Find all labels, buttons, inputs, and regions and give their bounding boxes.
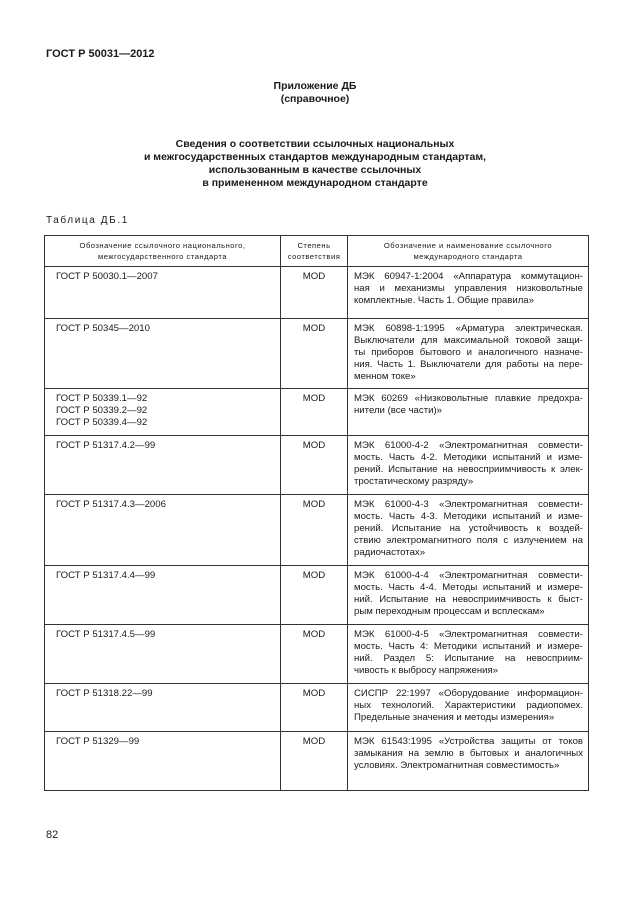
cell-standard xyxy=(45,495,281,566)
cell-line: ГОСТ Р 51317.4.3—2006 xyxy=(56,499,166,510)
table-row xyxy=(45,267,589,319)
cell-standard xyxy=(45,436,281,495)
header-line: Степень xyxy=(297,241,331,250)
cell-standard xyxy=(45,566,281,625)
cell-international xyxy=(348,495,589,566)
cell-line: мость. Часть 4-3. Методики испытаний и изме- xyxy=(354,511,583,522)
cell-standard xyxy=(45,319,281,389)
header-line: международного стандарта xyxy=(413,252,523,261)
cell-line: ствию электромагнитного поля с излучением на xyxy=(354,535,583,546)
cell-line: Выключатели для максимальной токовой защи- xyxy=(354,335,583,346)
cell-line: мость. Часть 4-4. Методы испытаний и измере- xyxy=(354,582,583,593)
header-standard xyxy=(45,236,281,267)
heading-line: и межгосударственных стандартов международным стандартам, xyxy=(143,151,487,163)
cell-line: условиях. Электромагнитная совместимость» xyxy=(354,760,560,771)
cell-compliance: MOD xyxy=(281,495,348,566)
cell-line: мость. Часть 4: Методики испытаний и измере- xyxy=(354,641,583,652)
cell-line: тростатическому разряду» xyxy=(354,476,474,487)
header-line: межгосударственного стандарта xyxy=(98,252,227,261)
cell-compliance: MOD xyxy=(281,566,348,625)
cell-line: МЭК 61000-4-2 «Электромагнитная совмести- xyxy=(354,440,583,451)
header-line: соответствия xyxy=(287,252,341,261)
cell-compliance: MOD xyxy=(281,684,348,732)
cell-line: ГОСТ Р 51318.22—99 xyxy=(56,688,153,699)
cell-line: ная и механизмы управления низковольтные xyxy=(354,283,583,294)
heading-line: Сведения о соответствии ссылочных национальных xyxy=(175,138,455,150)
cell-line: радиочастотах» xyxy=(354,547,426,558)
cell-line: рений. Испытание на устойчивость к воздей- xyxy=(354,523,583,534)
cell-line: ГОСТ Р 50030.1—2007 xyxy=(56,271,158,282)
cell-compliance: MOD xyxy=(281,319,348,389)
cell-international xyxy=(348,267,589,319)
cell-compliance: MOD xyxy=(281,625,348,684)
cell-international xyxy=(348,436,589,495)
cell-line: нители (все части)» xyxy=(354,405,442,416)
cell-line: МЭК 61543:1995 «Устройства защиты от токов xyxy=(354,736,583,747)
header-compliance xyxy=(281,236,348,267)
cell-line: рений. Испытание на невосприимчивость к элек- xyxy=(354,464,583,475)
cell-line: МЭК 61000-4-3 «Электромагнитная совмести- xyxy=(354,499,583,510)
cell-international xyxy=(348,684,589,732)
cell-line: ГОСТ Р 50339.1—92 xyxy=(56,393,148,404)
cell-international xyxy=(348,389,589,436)
cell-line: ГОСТ Р 50339.4—92 xyxy=(56,417,148,428)
cell-international xyxy=(348,732,589,791)
cell-standard xyxy=(45,267,281,319)
table-row xyxy=(45,319,589,389)
cell-line: ГОСТ Р 50339.2—92 xyxy=(56,405,148,416)
cell-international xyxy=(348,566,589,625)
cell-line: мость. Часть 4-2. Методики испытаний и изме- xyxy=(354,452,583,463)
cell-line: ГОСТ Р 51317.4.4—99 xyxy=(56,570,156,581)
cell-standard xyxy=(45,684,281,732)
annex-subtitle: (справочное) xyxy=(280,93,350,105)
cell-line: ний. Раздел 5: Испытание на невосприим- xyxy=(354,653,583,664)
cell-compliance: MOD xyxy=(281,436,348,495)
cell-line: чивость к выбросу напряжения» xyxy=(354,665,499,676)
annex-heading xyxy=(0,138,630,190)
cell-standard xyxy=(45,389,281,436)
cell-compliance: MOD xyxy=(281,389,348,436)
cell-standard xyxy=(45,625,281,684)
table-row xyxy=(45,436,589,495)
header-line: Обозначение и наименование ссылочного xyxy=(383,241,553,250)
document-code: ГОСТ Р 50031—2012 xyxy=(46,48,155,60)
cell-line: ния. Часть 1. Выключатели для работы на пере- xyxy=(354,359,583,370)
cell-line: ных технологий. Характеристики радиопомех. xyxy=(354,700,583,711)
cell-standard xyxy=(45,732,281,791)
annex-title: Приложение ДБ xyxy=(273,80,357,92)
cell-line: комплектные. Часть 1. Общие правила» xyxy=(354,295,534,306)
table-header-row xyxy=(45,236,589,267)
cell-compliance: MOD xyxy=(281,267,348,319)
table-row xyxy=(45,625,589,684)
table-row xyxy=(45,732,589,791)
cell-line: МЭК 60898-1:1995 «Арматура электрическая. xyxy=(354,323,583,334)
table-row xyxy=(45,495,589,566)
cell-line: ты приборов бытового и аналогичного назначе- xyxy=(354,347,583,358)
cell-line: ГОСТ Р 51317.4.2—99 xyxy=(56,440,156,451)
cell-line: ГОСТ Р 50345—2010 xyxy=(56,323,150,334)
compliance-table xyxy=(44,235,589,791)
cell-international xyxy=(348,625,589,684)
heading-line: в примененном международном стандарте xyxy=(202,177,428,189)
cell-line: ГОСТ Р 51329—99 xyxy=(56,736,140,747)
cell-line: МЭК 61000-4-4 «Электромагнитная совмести- xyxy=(354,570,583,581)
table-body xyxy=(45,267,589,791)
cell-line: МЭК 60269 «Низковольтные плавкие предохра- xyxy=(354,393,583,404)
cell-line: МЭК 60947-1:2004 «Аппаратура коммутацион- xyxy=(354,271,583,282)
table-label: Таблица ДБ.1 xyxy=(46,215,129,226)
cell-international xyxy=(348,319,589,389)
cell-line: ний. Испытание на невосприимчивость к быст- xyxy=(354,594,583,605)
cell-line: СИСПР 22:1997 «Оборудование информацион- xyxy=(354,688,583,699)
header-international xyxy=(348,236,589,267)
page-number: 82 xyxy=(46,829,59,841)
cell-line: менном токе» xyxy=(354,371,416,382)
table-row xyxy=(45,684,589,732)
cell-line: Предельные значения и методы измерения» xyxy=(354,712,555,723)
header-line: Обозначение ссылочного национального, xyxy=(79,241,246,250)
cell-compliance: MOD xyxy=(281,732,348,791)
table-row xyxy=(45,566,589,625)
table-row xyxy=(45,389,589,436)
cell-line: замыкания на землю в бытовых и аналогичных xyxy=(354,748,583,759)
cell-line: рым переходным процессам и всплескам» xyxy=(354,606,545,617)
heading-line: использованным в качестве ссылочных xyxy=(208,164,422,176)
cell-line: ГОСТ Р 51317.4.5—99 xyxy=(56,629,156,640)
cell-line: МЭК 61000-4-5 «Электромагнитная совмести- xyxy=(354,629,583,640)
